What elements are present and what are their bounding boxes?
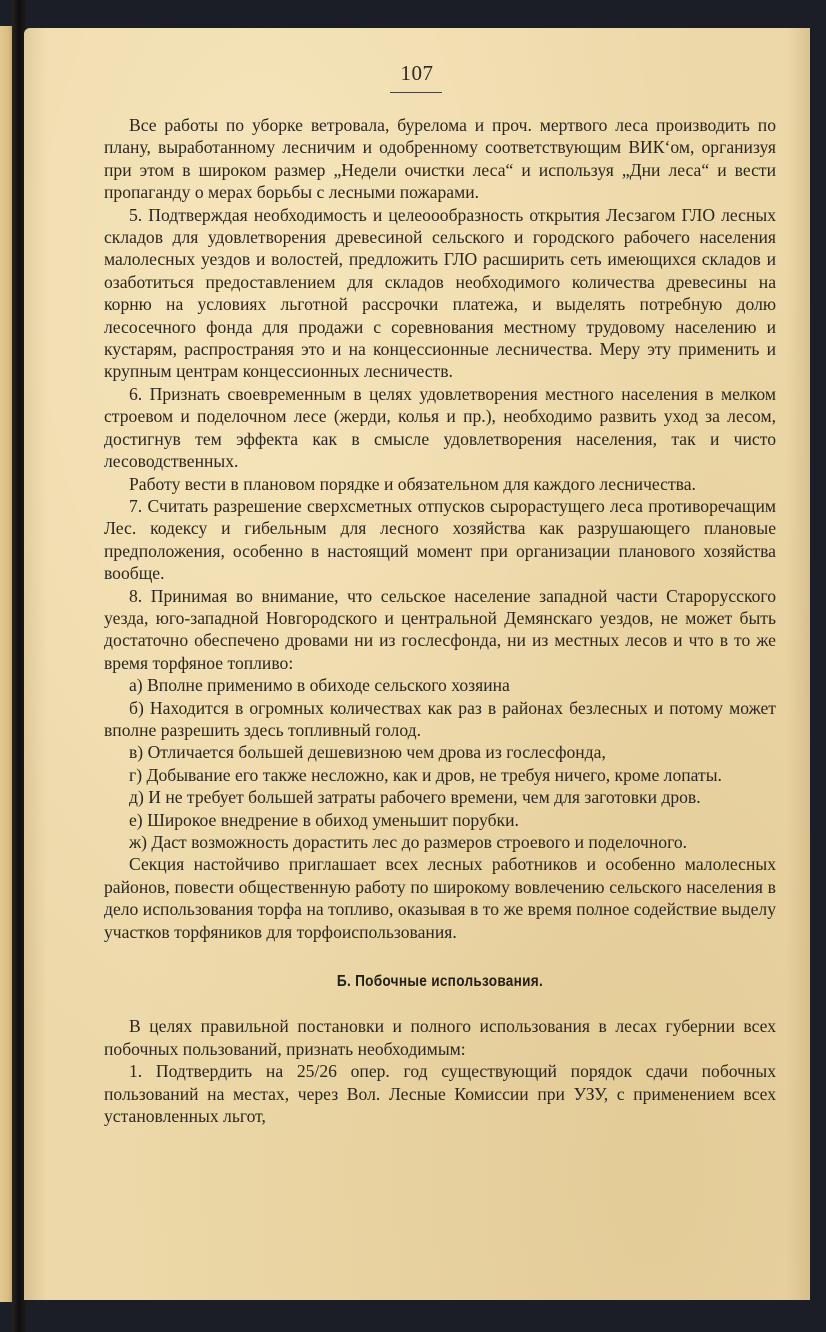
subitem-v: в) Отличается большей дешевизною чем дрова из гослесфонда, [129, 742, 606, 763]
subitem-d: д) И не требует большей затраты рабочего времени, чем для заготовки дров. [129, 787, 701, 808]
paragraph-item-8: 8. Принимая во внимание, что сельское население западной части Старорусского уезда, юго-западной Новгородского и центральной Демянскаго уездов, не может быть достаточно обеспечено дровами ни из гослесфонда, ни из местных лесов и что в то же время торфяное топливо: [104, 585, 776, 673]
paragraph-item-6-continued: Работу вести в плановом порядке и обязательном для каждого лесничества. [129, 473, 696, 494]
paragraph-section-b-intro: В целях правильной постановки и полного использования в лесах губернии всех побочных пользований, признать необходимым: [104, 1016, 776, 1059]
page-number-rule [390, 92, 442, 93]
book-page [24, 28, 810, 1300]
subitem-a: а) Вполне применимо в обиходе сельского хозяина [129, 675, 510, 696]
subitem-g: г) Добывание его также несложно, как и дров, не требуя ничего, кроме лопаты. [129, 764, 722, 785]
subitem-zh: ж) Даст возможность дорастить лес до размеров строевого и поделочного. [129, 832, 688, 852]
paragraph-item-7: 7. Считать разрешение сверхсметных отпусков сырорастущего леса противоречащим Лес. кодексу и гибельным для лесного хозяйства как разрушающего плановые предположения, особенно в настоящий момент при организации планового хозяйства вообще. [104, 495, 776, 584]
paragraph-section-appeal: Секция настойчиво приглашает всех лесных работников и особенно малолесных районов, повести общественную работу по широкому вовлечению сельского населения в дело использования торфа на топливо, оказывая в то же время полное содействие выделу участков торфяников для торфоиспользования. [104, 854, 776, 942]
page-number: 107 [400, 61, 434, 85]
subitem-e: е) Широкое внедрение в обиход уменьшит порубки. [129, 809, 519, 830]
paragraph-section-b-item-1: 1. Подтвердить на 25/26 опер. год существующий порядок сдачи побочных пользований на местах, через Вол. Лесные Комиссии при УЗУ, с применением всех установленных льгот, [104, 1061, 776, 1127]
section-heading: Б. Побочные использования. [336, 973, 544, 991]
body-text [104, 114, 776, 1127]
paragraph-item-6: 6. Признать своевременным в целях удовлетворения местного населения в мелком строевом и поделочном лесе (жерди, колья и пр.), необходимо развить уход за лесом, достигнув тем эффекта как в смысле удовлетворения населения, так и чисто лесоводственных. [104, 383, 776, 472]
subitem-b: б) Находится в огромных количествах как раз в районах безлесных и потому может вполне разрешить здесь топливный голод. [104, 697, 776, 740]
paragraph-intro: Все работы по уборке ветровала, бурелома и проч. мертвого леса производить по плану, выработанному лесничим и одобренному соответствующим ВИК‘ом, организуя при этом в широком размер „Недели очистки леса“ и используя „Дни леса“ и вести пропаганду о мерах борьбы с лесными пожарами. [104, 115, 776, 203]
paragraph-item-5: 5. Подтверждая необходимость и целеоообразность открытия Лесзагом ГЛО лесных складов для удовлетворения древесиной сельского и городского рабочего населения малолесных уездов и волостей, предложить ГЛО расширить сеть имеющихся складов и озаботиться предоставлением для складов необходимого количества древесины на корню на условиях льготной рассрочки платежа, и выделять потребную долю лесосечного фонда для продажи с соревнования местному трудовому населению и кустарям, распространяя это и на концессионные лесничества. Меру эту применить и крупным центрам концессионных лесничеств. [104, 204, 776, 382]
